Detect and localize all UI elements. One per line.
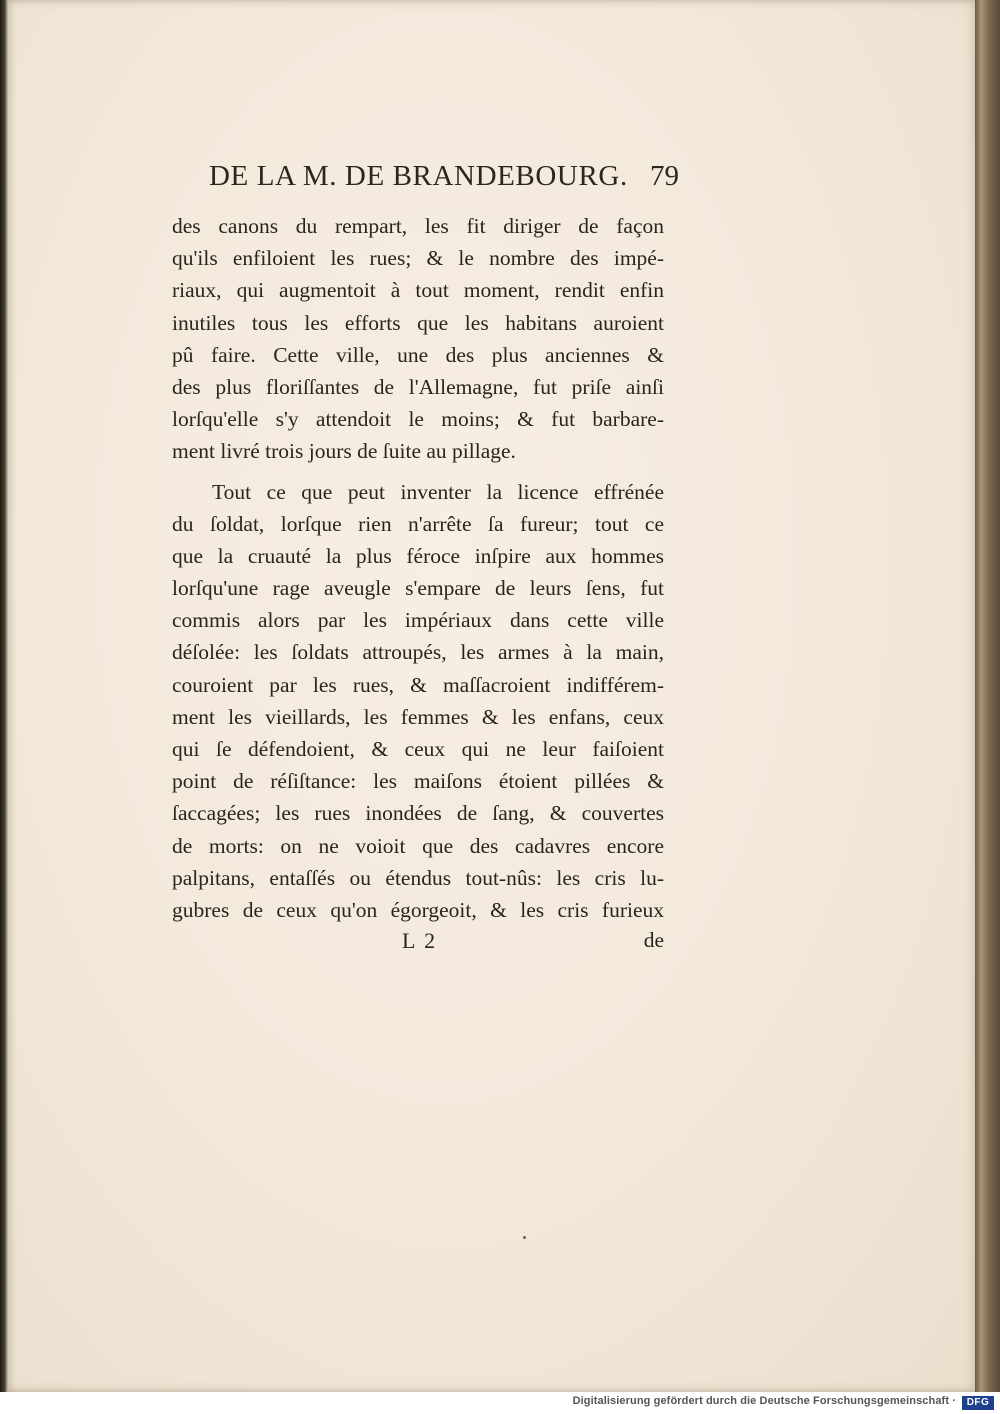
text-line: palpitans, entaſſés ou étendus tout-nûs: les cris lu- bbox=[172, 865, 664, 890]
scan-left-edge bbox=[0, 0, 8, 1414]
text-line: pû faire. Cette ville, une des plus anciennes & bbox=[172, 342, 664, 367]
text-line: qu'ils enfiloient les rues; & le nombre des impé- bbox=[172, 246, 664, 271]
text-line: lorſqu'une rage aveugle s'empare de leurs ſens, fut bbox=[172, 576, 664, 601]
text-line: ment livré trois jours de ſuite au pillage. bbox=[172, 439, 516, 464]
catchword: de bbox=[643, 928, 664, 952]
dfg-logo-icon: DFG bbox=[962, 1396, 994, 1410]
text-line: gubres de ceux qu'on égorgeoit, & les cris furieux bbox=[172, 897, 664, 922]
text-line: que la cruauté la plus féroce inſpire aux hommes bbox=[172, 543, 664, 568]
text-line: commis alors par les impériaux dans cette ville bbox=[172, 608, 664, 633]
catch-line bbox=[172, 928, 664, 962]
footer-bar bbox=[0, 1392, 1000, 1414]
text-line: de morts: on ne voioit que des cadavres encore bbox=[172, 833, 664, 858]
text-line: Tout ce que peut inventer la licence effrénée bbox=[212, 479, 664, 504]
text-line: point de réſiſtance: les maiſons étoient pillées & bbox=[172, 769, 664, 794]
book-page bbox=[8, 0, 980, 1392]
text-line: ſaccagées; les rues inondées de ſang, & couvertes bbox=[172, 801, 664, 826]
text-line: des plus floriſſantes de l'Allemagne, fut priſe ainſi bbox=[172, 374, 664, 399]
text-line: des canons du rempart, les fit diriger de façon bbox=[172, 214, 664, 238]
page-number: 79 bbox=[650, 160, 679, 192]
text-line: riaux, qui augmentoit à tout moment, rendit enfin bbox=[172, 278, 664, 303]
paper-speck bbox=[523, 1236, 526, 1239]
text-line: déſolée: les ſoldats attroupés, les armes à la main, bbox=[172, 640, 664, 665]
signature-mark: L 2 bbox=[402, 928, 438, 953]
paragraph-gap bbox=[172, 468, 664, 476]
text-line: du ſoldat, lorſque rien n'arrête ſa fureur; tout ce bbox=[172, 511, 664, 536]
text-line: qui ſe défendoient, & ceux qui ne leur faiſoient bbox=[172, 737, 664, 761]
text-line: inutiles tous les efforts que les habitans auroient bbox=[172, 310, 664, 335]
text-line: couroient par les rues, & maſſacroient indifférem- bbox=[172, 672, 664, 697]
text-line: lorſqu'elle s'y attendoit le moins; & fut barbare- bbox=[172, 407, 664, 432]
running-head bbox=[209, 160, 679, 200]
running-title: DE LA M. DE BRANDEBOURG. bbox=[209, 160, 628, 192]
book-fore-edge bbox=[975, 0, 1000, 1392]
body-text bbox=[172, 210, 664, 926]
text-line: ment les vieillards, les femmes & les enfans, ceux bbox=[172, 704, 664, 729]
footer-credit: Digitalisierung gefördert durch die Deutsche Forschungsgemeinschaft · bbox=[572, 1395, 956, 1407]
